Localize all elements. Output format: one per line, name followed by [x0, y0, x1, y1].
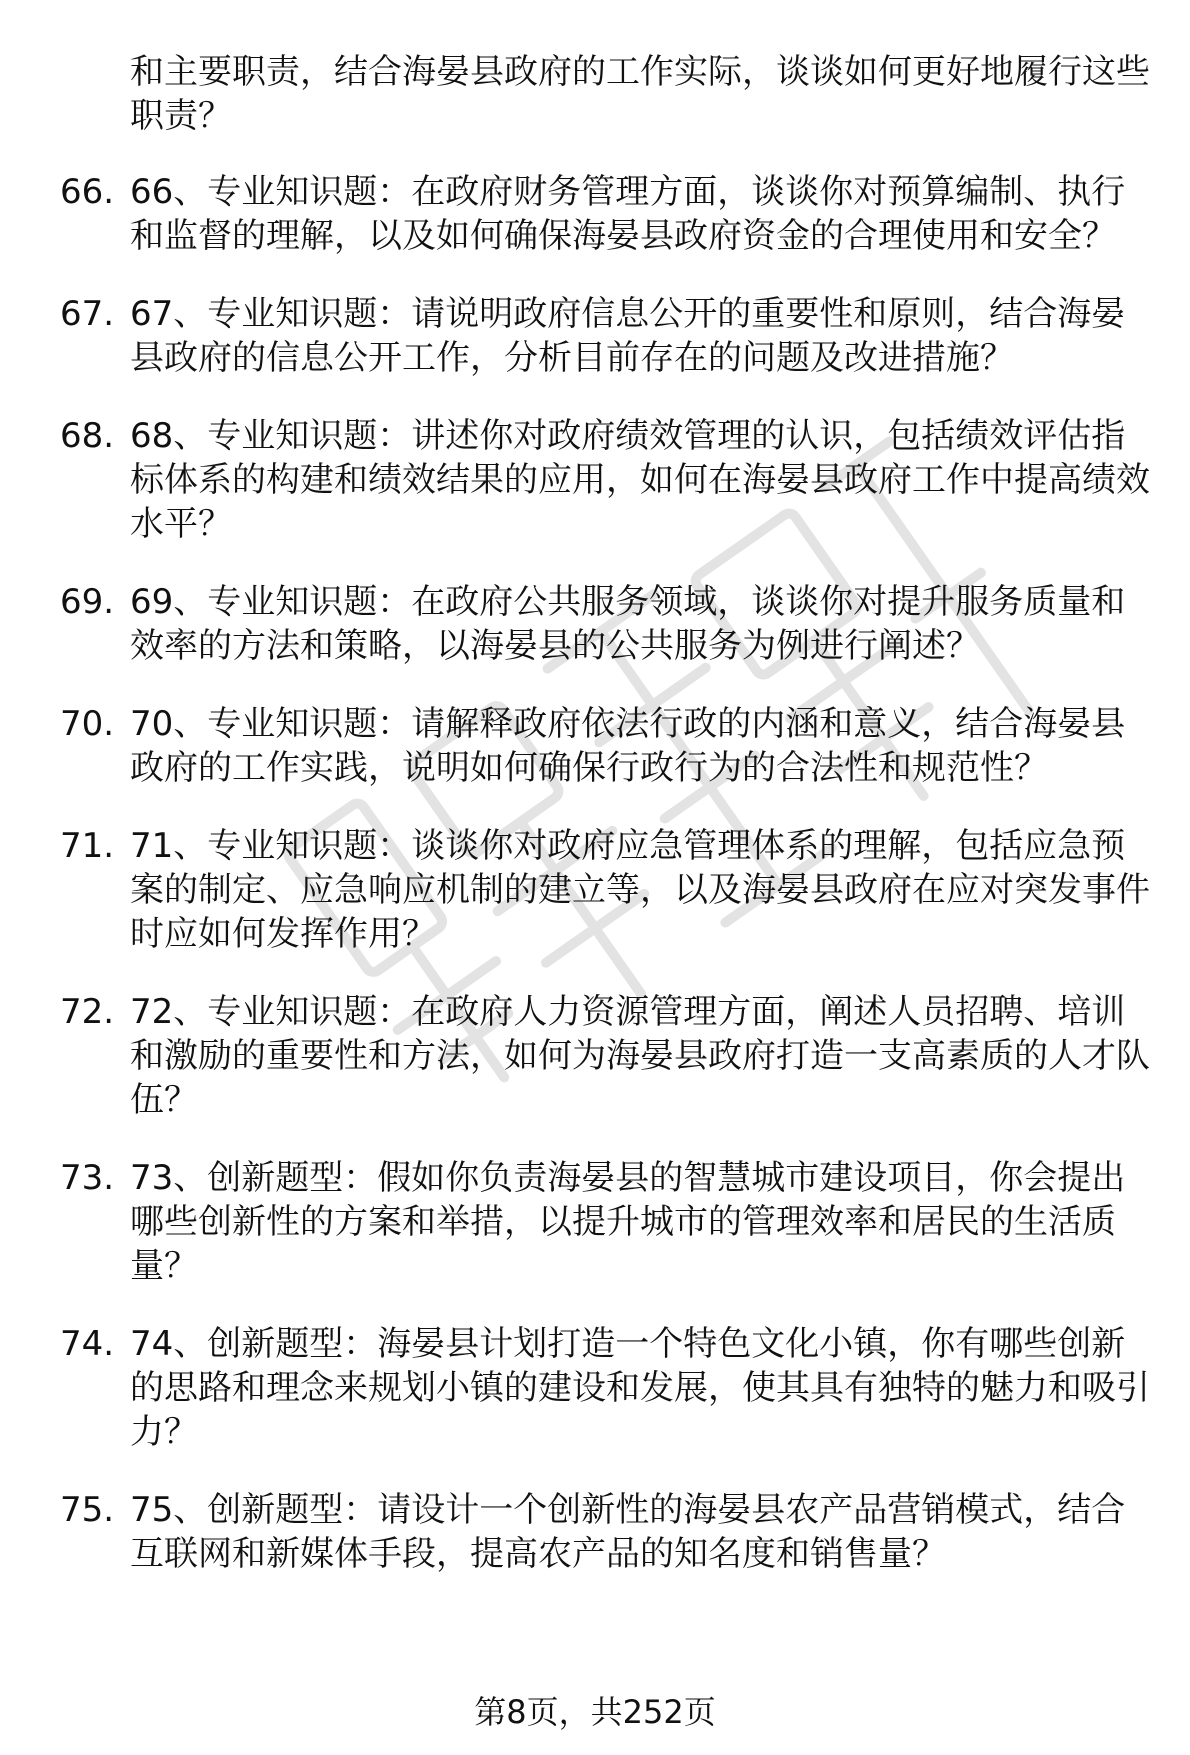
item-number: 66. — [60, 172, 115, 212]
item-number: 69. — [60, 582, 115, 622]
list-item — [60, 414, 1150, 546]
continued-question-text: 和主要职责，结合海晏县政府的工作实际，谈谈如何更好地履行这些职责？ — [130, 52, 1150, 136]
item-number: 70. — [60, 704, 115, 744]
question-text: 70、专业知识题：请解释政府依法行政的内涵和意义，结合海晏县政府的工作实践，说明如何确保行政行为的合法性和规范性？ — [130, 704, 1126, 788]
question-list — [60, 50, 1150, 1610]
list-item — [60, 990, 1150, 1122]
question-text: 75、创新题型：请设计一个创新性的海晏县农产品营销模式，结合互联网和新媒体手段，提高农产品的知名度和销售量？ — [130, 1490, 1126, 1574]
question-text: 68、专业知识题：讲述你对政府绩效管理的认识，包括绩效评估指标体系的构建和绩效结果的应用，如何在海晏县政府工作中提高绩效水平？ — [130, 416, 1150, 544]
page-footer: 第8页，共252页 — [474, 1693, 716, 1731]
list-item — [60, 1488, 1150, 1576]
list-item — [60, 1322, 1150, 1454]
question-text: 73、创新题型：假如你负责海晏县的智慧城市建设项目，你会提出哪些创新性的方案和举措，以提升城市的管理效率和居民的生活质量？ — [130, 1158, 1126, 1286]
question-text: 66、专业知识题：在政府财务管理方面，谈谈你对预算编制、执行和监督的理解，以及如何确保海晏县政府资金的合理使用和安全？ — [130, 172, 1126, 256]
item-number: 75. — [60, 1490, 115, 1530]
item-number: 73. — [60, 1158, 115, 1198]
list-item — [60, 824, 1150, 956]
question-text: 74、创新题型：海晏县计划打造一个特色文化小镇，你有哪些创新的思路和理念来规划小镇的建设和发展，使其具有独特的魅力和吸引力？ — [130, 1324, 1150, 1452]
item-number: 72. — [60, 992, 115, 1032]
list-item — [60, 702, 1150, 790]
list-item — [60, 1156, 1150, 1288]
list-item — [60, 292, 1150, 380]
list-item — [60, 170, 1150, 258]
question-text: 67、专业知识题：请说明政府信息公开的重要性和原则，结合海晏县政府的信息公开工作，分析目前存在的问题及改进措施？ — [130, 294, 1126, 378]
question-text: 71、专业知识题：谈谈你对政府应急管理体系的理解，包括应急预案的制定、应急响应机制的建立等，以及海晏县政府在应对突发事件时应如何发挥作用？ — [130, 826, 1150, 954]
list-item — [60, 580, 1150, 668]
item-number: 71. — [60, 826, 115, 866]
item-number: 68. — [60, 416, 115, 456]
question-text: 69、专业知识题：在政府公共服务领域，谈谈你对提升服务质量和效率的方法和策略，以海晏县的公共服务为例进行阐述？ — [130, 582, 1126, 666]
item-number: 67. — [60, 294, 115, 334]
item-number: 74. — [60, 1324, 115, 1364]
question-text: 72、专业知识题：在政府人力资源管理方面，阐述人员招聘、培训和激励的重要性和方法，如何为海晏县政府打造一支高素质的人才队伍？ — [130, 992, 1150, 1120]
